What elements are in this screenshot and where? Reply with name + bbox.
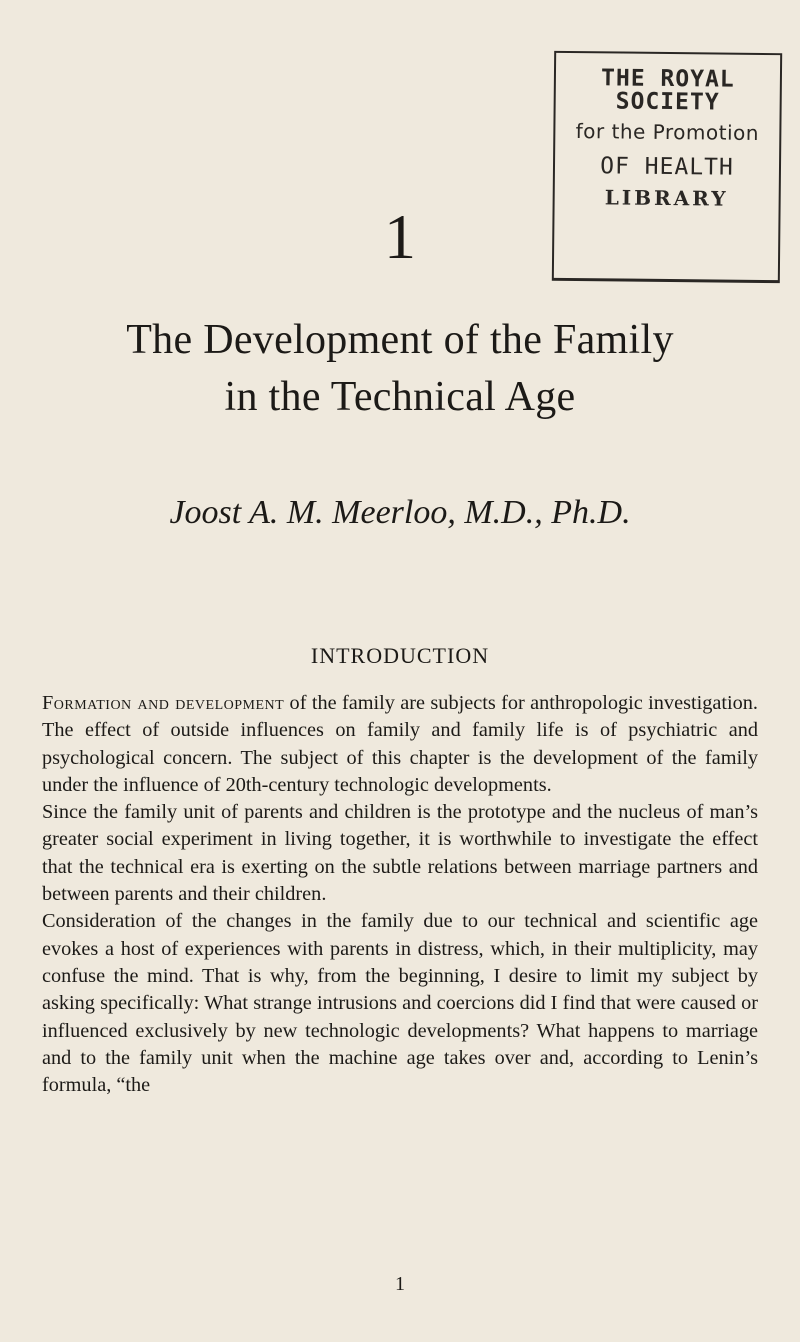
paragraph-3: Consideration of the changes in the family due to our technical and scientific age evokes a host of experiences with parents in distress, which, in their multiplicity, may confuse the mind. That is why, from the beginning, I desire to limit my subject by asking specifically: What strange intrusions and coercions did I find that were caused or influenced exclusively by new technologic developments? What happens to marriage and to the family unit when the machine age takes over and, according to Lenin’s formula, “the — [42, 910, 758, 1097]
chapter-title-line-1: The Development of the Family — [126, 317, 674, 363]
stamp-line-society: THE ROYAL SOCIETY — [600, 65, 735, 116]
paragraph-1 — [42, 690, 758, 799]
chapter-number: 1 — [384, 201, 416, 272]
page-number: 1 — [395, 1273, 405, 1295]
section-heading: INTRODUCTION — [310, 643, 490, 668]
paragraph-2: Since the family unit of parents and children is the prototype and the nucleus of man’s greater social experiment in living together, it is worthwhile to investigate the effect that the technical era is exerting on the subtle relations between marriage partners and between parents and their children. — [42, 801, 758, 906]
author-byline: Joost A. M. Meerloo, M.D., Ph.D. — [169, 494, 631, 531]
stamp-line-promotion: for the Promotion — [575, 119, 760, 145]
paragraph-1-text: of the family are subjects for anthropologic investigation. The effect of outside influences on family and family life is of psychiatric and psychological concern. The subject of this chapter is the development of the family under the influence of 20th-century technologic developments. — [42, 692, 758, 796]
body-text — [42, 690, 758, 1099]
stamp-line-health: OF HEALTH — [600, 153, 734, 181]
chapter-title-line-2: in the Technical Age — [224, 374, 576, 420]
paragraph-1-lead: Formation and development — [42, 692, 285, 714]
chapter-title — [0, 312, 800, 426]
stamp-line-library: LIBRARY — [604, 185, 729, 211]
